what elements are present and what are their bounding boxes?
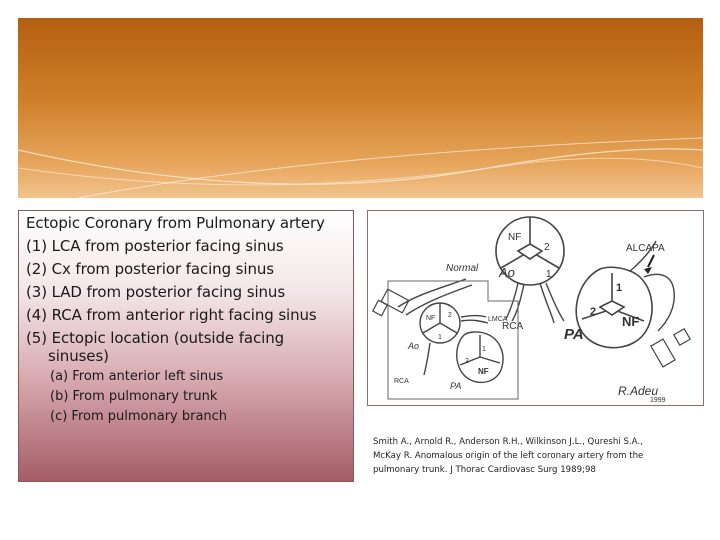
list-item: (3) LAD from posterior facing sinus bbox=[26, 283, 286, 301]
label-1: 1 bbox=[438, 334, 442, 341]
citation-line: Smith A., Arnold R., Anderson R.H., Wilkinson J.L., Qureshi S.A., bbox=[373, 437, 643, 447]
label-1: 1 bbox=[546, 269, 552, 280]
header-banner bbox=[18, 18, 703, 198]
list-item-continuation: sinuses) bbox=[48, 347, 109, 365]
list-item: (5) Ectopic location (outside facing bbox=[26, 329, 285, 347]
list-item: (4) RCA from anterior right facing sinus bbox=[26, 306, 317, 324]
sub-list-item: (a) From anterior left sinus bbox=[50, 369, 224, 384]
text-panel bbox=[18, 210, 354, 482]
vessel-band-right bbox=[651, 329, 690, 367]
coronary-diagram bbox=[368, 211, 703, 405]
artist-year: 1999 bbox=[650, 397, 666, 404]
vessel-band-left bbox=[373, 289, 409, 315]
label-rca: RCA bbox=[394, 378, 409, 385]
label-1: 1 bbox=[616, 282, 623, 294]
small-aorta-valve bbox=[420, 303, 488, 375]
label-pa: PA bbox=[450, 381, 462, 391]
list-item: (1) LCA from posterior facing sinus bbox=[26, 237, 284, 255]
label-2: 2 bbox=[590, 306, 597, 318]
citation-line: pulmonary trunk. J Thorac Cardiovasc Surg 1989;98 bbox=[373, 465, 596, 475]
diagram-frame bbox=[367, 210, 704, 406]
label-normal: Normal bbox=[446, 263, 479, 274]
label-lmca: LMCA bbox=[488, 316, 508, 323]
list-item: (2) Cx from posterior facing sinus bbox=[26, 260, 274, 278]
label-2: 2 bbox=[465, 358, 469, 365]
label-rca: RCA bbox=[502, 321, 524, 332]
pulmonary-artery-valve bbox=[576, 241, 674, 348]
sub-list-item: (b) From pulmonary trunk bbox=[50, 389, 218, 404]
label-2: 2 bbox=[448, 312, 452, 319]
label-ao: Ao bbox=[499, 265, 515, 280]
artist-signature: R.Adeu bbox=[618, 384, 659, 398]
label-nf: NF bbox=[622, 314, 640, 329]
alcapa-arrowhead bbox=[644, 267, 652, 274]
label-nf: NF bbox=[508, 232, 522, 243]
citation-line: McKay R. Anomalous origin of the left coronary artery from the bbox=[373, 451, 644, 461]
label-1: 1 bbox=[482, 346, 486, 353]
label-nf: NF bbox=[426, 315, 436, 322]
label-pa: PA bbox=[564, 326, 584, 343]
label-alcapa: ALCAPA bbox=[626, 243, 665, 254]
alcapa-arrow bbox=[648, 255, 654, 267]
sub-list-item: (c) From pulmonary branch bbox=[50, 409, 228, 424]
header-wave-lines bbox=[18, 18, 703, 198]
label-ao: Ao bbox=[408, 341, 420, 351]
label-nf: NF bbox=[478, 367, 489, 376]
label-2: 2 bbox=[544, 242, 550, 253]
panel-heading: Ectopic Coronary from Pulmonary artery bbox=[26, 214, 325, 232]
